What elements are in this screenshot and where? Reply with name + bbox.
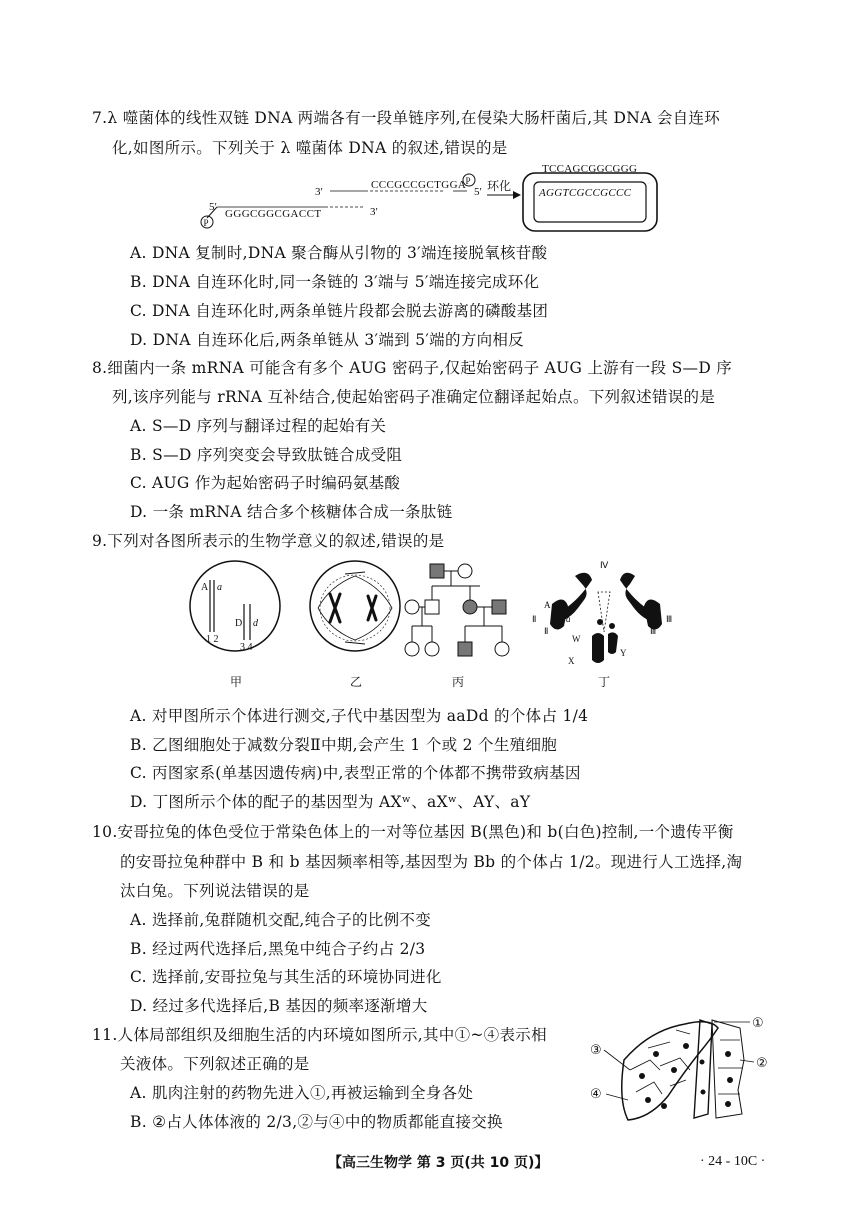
- q7-bottom-strand: GGGCGGCGACCT: [225, 208, 322, 220]
- q9-label-jia: 甲: [230, 675, 243, 689]
- page-footer-code: · 24 - 10C ·: [700, 1154, 766, 1169]
- q10-option-b: B. 经过两代选择后,黑兔中纯合子约占 2/3: [130, 940, 426, 958]
- q8-option-b: B. S—D 序列突变会导致肽链合成受阻: [130, 446, 403, 464]
- svg-text:1 2: 1 2: [206, 634, 219, 645]
- svg-text:3 4: 3 4: [240, 642, 253, 653]
- q8-option-d: D. 一条 mRNA 结合多个核糖体合成一条肽链: [130, 503, 453, 521]
- q9-label-ding: 丁: [598, 675, 611, 689]
- page-footer-center: 【高三生物学 第 3 页(共 10 页)】: [328, 1155, 549, 1171]
- q7-top-strand: CCCGCCGCTGGA: [371, 179, 467, 191]
- svg-text:Ⅱ: Ⅱ: [544, 626, 549, 636]
- q11-stem-line1: 11.人体局部组织及细胞生活的内环境如图所示,其中①~④表示相: [92, 1026, 547, 1044]
- q7-stem-line2: 化,如图所示。下列关于 λ 噬菌体 DNA 的叙述,错误的是: [112, 139, 508, 157]
- q8-stem-line2: 列,该序列能与 rRNA 互补结合,使起始密码子准确定位翻译起始点。下列叙述错误的是: [112, 388, 716, 406]
- q7-prime3-top: 3′: [315, 186, 323, 198]
- svg-text:Ⅲ: Ⅲ: [650, 626, 657, 636]
- svg-text:Ⅲ: Ⅲ: [666, 614, 673, 624]
- svg-text:d: d: [253, 618, 258, 629]
- q10-stem-line2: 的安哥拉兔种群中 B 和 b 基因频率相等,基因型为 Bb 的个体占 1/2。现进行人工选择,淘: [120, 853, 743, 871]
- q7-option-a: A. DNA 复制时,DNA 聚合酶从引物的 3′端连接脱氧核苷酸: [130, 244, 548, 262]
- q7-circle-inner-seq: AGGTCGCCGCCC: [539, 187, 632, 199]
- q8-option-a: A. S—D 序列与翻译过程的起始有关: [130, 417, 387, 435]
- q8-stem-line1: 8.细菌内一条 mRNA 可能含有多个 AUG 密码子,仅起始密码子 AUG 上游有一段 S—D 序: [92, 359, 733, 377]
- q7-prime5-left: 5′: [209, 201, 217, 213]
- q11-option-b: B. ②占人体体液的 2/3,②与④中的物质都能直接交换: [130, 1113, 503, 1131]
- svg-text:P: P: [203, 218, 209, 228]
- svg-text:Ⅳ: Ⅳ: [600, 560, 609, 570]
- q10-option-c: C. 选择前,安哥拉兔与其生活的环境协同进化: [130, 968, 442, 986]
- q9-option-b: B. 乙图细胞处于减数分裂Ⅱ中期,会产生 1 个或 2 个生殖细胞: [130, 736, 558, 754]
- svg-text:P: P: [465, 176, 471, 186]
- svg-text:A: A: [201, 582, 209, 593]
- q11-tissue-figure: [590, 1010, 780, 1130]
- q7-option-c: C. DNA 自连环化时,两条单链片段都会脱去游离的磷酸基团: [130, 302, 549, 320]
- q11-label-4: ④: [590, 1087, 602, 1102]
- q7-dna-figure: [195, 160, 665, 235]
- svg-text:X: X: [568, 656, 575, 666]
- q7-stem-line1: 7.λ 噬菌体的线性双链 DNA 两端各有一段单链序列,在侵染大肠杆菌后,其 DNA 会自连环: [92, 109, 721, 127]
- q11-option-a: A. 肌肉注射的药物先进入①,再被运输到全身各处: [130, 1084, 474, 1102]
- q10-option-d: D. 经过多代选择后,B 基因的频率逐渐增大: [130, 997, 428, 1015]
- q9-stem: 9.下列对各图所表示的生物学意义的叙述,错误的是: [92, 532, 445, 550]
- q9-figure-jia: [190, 561, 280, 653]
- q9-figure-yi: [310, 561, 400, 651]
- q7-arrow-label: 环化: [487, 179, 512, 193]
- q9-option-c: C. 丙图家系(单基因遗传病)中,表型正常的个体都不携带致病基因: [130, 764, 581, 782]
- q11-label-3: ③: [590, 1043, 602, 1058]
- q10-option-a: A. 选择前,兔群随机交配,纯合子的比例不变: [130, 911, 432, 929]
- q9-label-yi: 乙: [350, 675, 363, 689]
- q11-label-1: ①: [752, 1016, 764, 1031]
- q10-stem-line3: 汰白兔。下列说法错误的是: [120, 882, 310, 900]
- q7-prime5-right: 5′: [474, 186, 482, 198]
- svg-text:Y: Y: [620, 648, 627, 658]
- svg-text:Ⅱ: Ⅱ: [532, 614, 537, 624]
- svg-text:D: D: [235, 618, 243, 629]
- q11-stem-line2: 关液体。下列叙述正确的是: [120, 1055, 310, 1073]
- q9-figure-ding: [532, 560, 672, 666]
- svg-text:a: a: [217, 582, 222, 593]
- q10-stem-line1: 10.安哥拉兔的体色受位于常染色体上的一对等位基因 B(黑色)和 b(白色)控制,一个遗传平衡: [92, 823, 734, 841]
- q9-label-bing: 丙: [452, 675, 465, 689]
- q9-figure-bing: [405, 564, 509, 656]
- q7-option-d: D. DNA 自连环化后,两条单链从 3′端到 5′端的方向相反: [130, 331, 524, 349]
- q9-option-a: A. 对甲图所示个体进行测交,子代中基因型为 aaDd 的个体占 1/4: [130, 707, 589, 725]
- svg-text:A: A: [544, 600, 551, 610]
- svg-text:W: W: [572, 634, 581, 644]
- q8-option-c: C. AUG 作为起始密码子时编码氨基酸: [130, 474, 401, 492]
- q7-option-b: B. DNA 自连环化时,同一条链的 3′端与 5′端连接完成环化: [130, 273, 540, 291]
- q9-option-d: D. 丁图所示个体的配子的基因型为 AXʷ、aXʷ、AY、aY: [130, 793, 531, 811]
- q7-circle-outer-seq: TCCAGCGGCGGG: [542, 163, 638, 175]
- svg-text:a: a: [566, 614, 571, 624]
- q7-prime3-bottom: 3′: [370, 206, 378, 218]
- q11-label-2: ②: [756, 1056, 768, 1071]
- q9-figures: [180, 556, 690, 691]
